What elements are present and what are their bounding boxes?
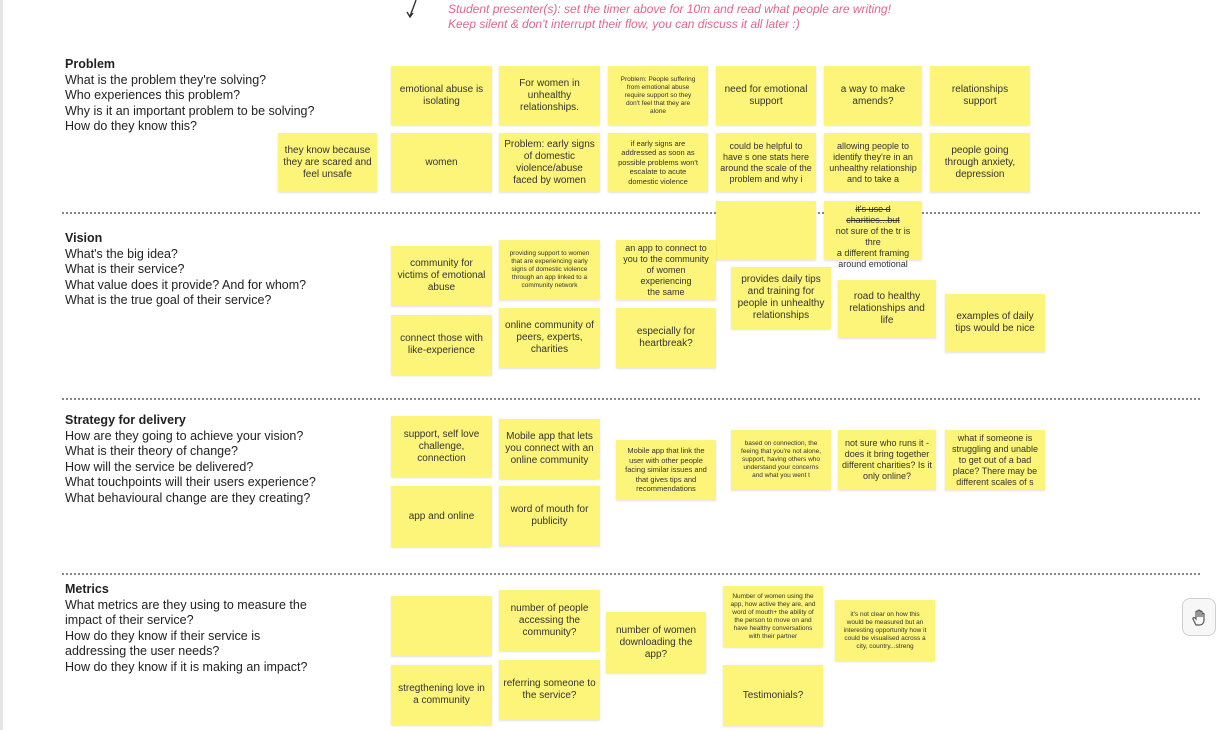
sticky-note[interactable]: women (391, 133, 492, 192)
section-question: What is their service? (65, 262, 185, 276)
sticky-note[interactable]: community for victims of emotional abuse (391, 246, 492, 306)
section-question: What's the big idea? (65, 246, 178, 261)
sticky-note[interactable]: what if someone is struggling and unable to get out of a bad place? There may be different scales of s (945, 430, 1045, 490)
hand-pointer-icon (1189, 608, 1209, 628)
sticky-note[interactable]: it's not clear on how this would be measured but an interesting opportunity how it could be visualised across a city, country...streng (835, 600, 935, 661)
section-question: What is the problem they're solving? (65, 72, 267, 87)
sticky-note[interactable]: based on connection, the feeing that you're not alone, support, having others who understand your concerns and what you went t (731, 430, 831, 490)
section-question: impact of their service? (65, 613, 194, 627)
sticky-note[interactable]: especially for heartbreak? (616, 308, 716, 368)
hand-tool-button[interactable] (1182, 598, 1216, 636)
sticky-note[interactable]: people going through anxiety, depression (930, 133, 1030, 192)
sticky-note[interactable]: connect those with like-experience (391, 315, 492, 375)
sticky-note[interactable] (391, 596, 492, 656)
sticky-note[interactable]: an app to connect to you to the community of women experiencing the same (616, 240, 716, 300)
sticky-note[interactable]: For women in unhealthy relationships. (499, 66, 600, 125)
section-question: What is their theory of change? (65, 444, 239, 458)
section-title: Strategy for delivery (65, 413, 186, 427)
sticky-note[interactable]: Problem: early signs of domestic violence/abuse faced by women (499, 133, 600, 192)
sticky-note[interactable]: examples of daily tips would be nice (945, 294, 1045, 352)
sticky-note[interactable]: Problem: People suffering from emotional abuse require support so they don't feel that they are alone (608, 66, 708, 125)
section-question: What behavioural change are they creating? (65, 490, 311, 505)
metrics-section (65, 582, 307, 675)
sticky-note[interactable]: number of women downloading the app? (606, 612, 706, 673)
vision-section (65, 231, 306, 309)
section-question: What value does it provide? And for whom? (65, 277, 307, 292)
problem-section (65, 57, 314, 135)
section-question: How do they know if it is making an impact? (65, 659, 308, 674)
section-title: Vision (65, 231, 103, 245)
sticky-note[interactable]: provides daily tips and training for people in unhealthy relationships (731, 267, 831, 329)
section-question: How do they know if their service is (65, 628, 261, 643)
section-question: addressing the user needs? (65, 644, 220, 658)
sticky-note[interactable]: referring someone to the service? (499, 660, 600, 720)
sticky-note[interactable]: relationships support (930, 66, 1030, 125)
sticky-note[interactable]: online community of peers, experts, charities (499, 308, 600, 368)
sticky-note[interactable] (716, 201, 816, 260)
section-question: What is the true goal of their service? (65, 293, 272, 307)
sticky-note[interactable]: number of people accessing the community? (499, 590, 600, 651)
section-divider (62, 398, 1200, 400)
sticky-note[interactable]: Mobile app that lets you connect with an online community (499, 419, 600, 479)
sticky-note[interactable]: Number of women using the app, how active they are, and word of mouth+ the ability of the person to move on and have healthy conversations with their partner (723, 586, 823, 647)
sticky-note[interactable]: a way to make amends? (824, 66, 922, 125)
sticky-note[interactable]: emotional abuse is isolating (391, 66, 492, 125)
canvas-left-edge (0, 0, 3, 730)
section-question: What metrics are they using to measure the (65, 597, 307, 612)
sticky-note[interactable]: support, self love challenge, connection (391, 416, 492, 477)
arrow-down-icon (402, 0, 422, 20)
strategy-section (65, 413, 316, 506)
section-divider (62, 212, 1200, 214)
sticky-note[interactable]: stregthening love in a community (391, 665, 492, 725)
section-title: Metrics (65, 582, 109, 596)
sticky-note[interactable]: providing support to women that are experiencing early signs of domestic violence through an app linked to a community network (499, 240, 600, 300)
sticky-note[interactable]: could be helpful to have s one stats here around the scale of the problem and why i (716, 133, 816, 192)
sticky-note[interactable]: Testimonials? (723, 665, 823, 726)
section-question: What touchpoints will their users experience? (65, 475, 316, 489)
section-question: How will the service be delivered? (65, 459, 254, 474)
section-question: Who experiences this problem? (65, 88, 241, 102)
presenter-instruction (448, 2, 891, 32)
instruction-line-1: Student presenter(s): set the timer above for 10m and read what people are writing! (448, 2, 891, 16)
sticky-note[interactable]: word of mouth for publicity (499, 486, 600, 546)
section-question: How do they know this? (65, 119, 198, 133)
sticky-note[interactable]: app and online (391, 486, 492, 547)
section-title: Problem (65, 57, 116, 71)
sticky-note[interactable]: if early signs are addressed as soon as possible problems won't escalate to acute domestic violence (608, 133, 708, 192)
sticky-note[interactable]: need for emotional support (716, 66, 816, 125)
section-question: How are they going to achieve your vision? (65, 428, 304, 443)
instruction-line-2: Keep silent & don't interrupt their flow, you can discuss it all later :) (448, 17, 800, 31)
section-question: Why is it an important problem to be solving? (65, 103, 315, 118)
sticky-note[interactable]: allowing people to identify they're in an unhealthy relationship and to take a (824, 133, 922, 192)
sticky-note[interactable]: not sure who runs it - does it bring together different charities? Is it only online? (838, 430, 936, 490)
sticky-note[interactable]: it's use d charities...but not sure of the tr is thre a different framing around emotional (824, 201, 922, 260)
sticky-note[interactable]: road to healthy relationships and life (838, 280, 936, 338)
sticky-note[interactable]: Mobile app that link the user with other people facing similar issues and that gives tips and recommendations (616, 440, 716, 500)
section-divider (62, 573, 1200, 575)
sticky-note[interactable]: they know because they are scared and feel unsafe (278, 133, 377, 192)
